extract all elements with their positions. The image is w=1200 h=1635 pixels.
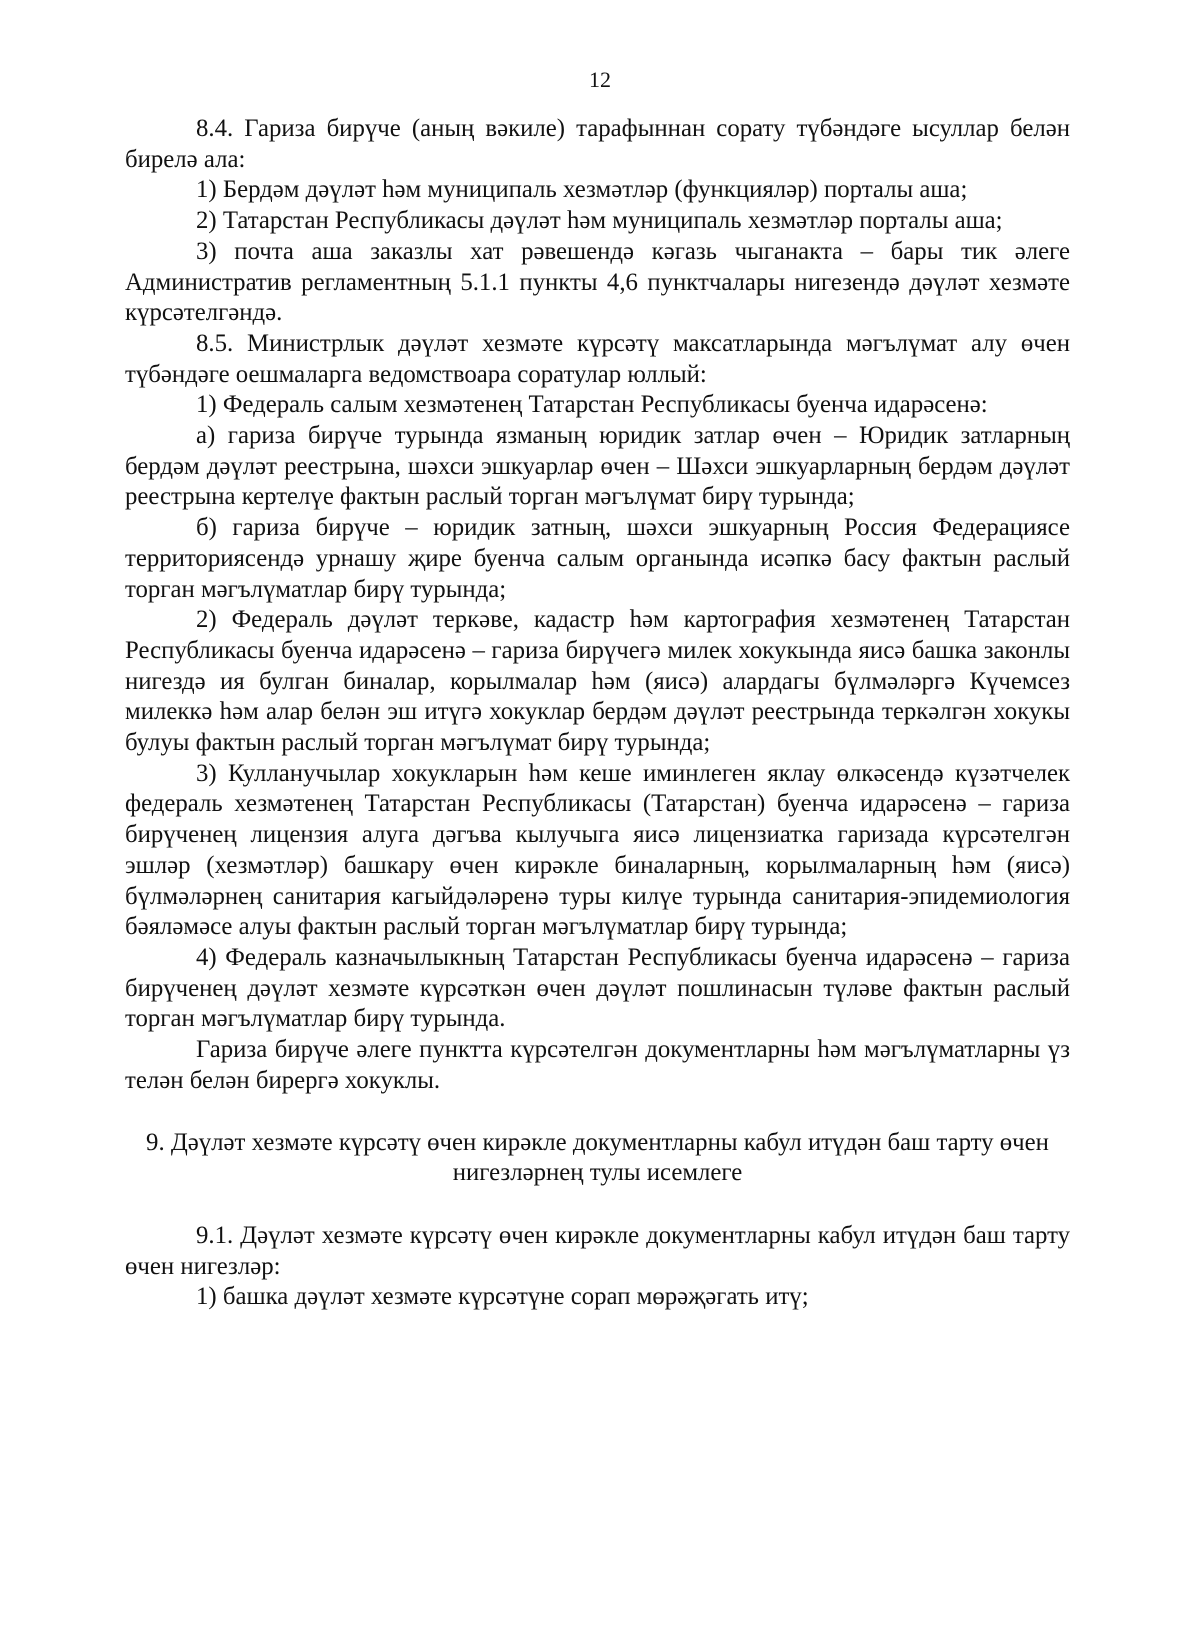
paragraph-8-5-note: Гариза бирүче әлеге пунктта күрсәтелгән документларны һәм мәгълүматларны үз телән белән бирергә хокуклы. bbox=[125, 1036, 1070, 1094]
paragraph-8-4-item-1: 1) Бердәм дәүләт һәм муниципаль хезмәтләр (функцияләр) порталы аша; bbox=[196, 176, 968, 204]
paragraph-8-4: 8.4. Гариза бирүче (аның вәкиле) тарафыннан сорату түбәндәге ысуллар белән бирелә ала: bbox=[125, 115, 1070, 173]
paragraph-8-5-item-2: 2) Федераль дәүләт теркәве, кадастр һәм картография хезмәтенең Татарстан Республикасы буенча идарәсенә – гариза бирүчегә милек хокукында яисә башка законлы нигездә ия булган биналар, корылмалар һәм (яисә) алардагы бүлмәләргә Күчемсез милеккә һәм алар белән эш итүгә хокуклар бердәм дәүләт реестрында теркәлгән хокукы булуы фактын раслый торган мәгълүмат бирү турында; bbox=[125, 606, 1070, 757]
paragraph-9-1: 9.1. Дәүләт хезмәте күрсәтү өчен кирәкле документларны кабул итүдән баш тарту өчен нигезләр: bbox=[125, 1221, 1070, 1280]
page-number: 12 bbox=[589, 67, 611, 92]
paragraph-8-5-item-1: 1) Федераль салым хезмәтенең Татарстан Республикасы буенча идарәсенә: bbox=[196, 391, 988, 419]
paragraph-8-4-item-2: 2) Татарстан Республикасы дәүләт һәм муниципаль хезмәтләр порталы аша; bbox=[196, 207, 1003, 235]
paragraph-8-5-item-3: 3) Кулланучылар хокукларын һәм кеше иминлеген яклау өлкәсендә күзәтчелек федераль хезмәтенең Татарстан Республикасы (Татарстан) буенча идарәсенә – гариза бирүченең лицензия алуга дәгъва кылучыга яисә лицензиатка гаризада күрсәтелгән эшләр (хезмәтләр) башкару өчен кирәкле биналарның, корылмаларның һәм (яисә) бүлмәләрнең санитария кагыйдәләренә туры килүе турында санитария-эпидемиология бәяләмәсе алуы фактын раслый торган мәгълүматлар бирү турында; bbox=[125, 759, 1070, 941]
document-body bbox=[125, 114, 1070, 1313]
paragraph-9-1-item-1: 1) башка дәүләт хезмәте күрсәтүне сорап мөрәҗәгать итү; bbox=[196, 1283, 809, 1311]
section-heading-9: 9. Дәүләт хезмәте күрсәтү өчен кирәкле документларны кабул итүдән баш тарту өчен нигезләрнең тулы исемлеге bbox=[146, 1128, 1049, 1187]
paragraph-8-5-item-1b: б) гариза бирүче – юридик затның, шәхси эшкуарның Россия Федерациясе территориясендә урнашу җире буенча салым органында исәпкә басу фактын раслый торган мәгълүматлар бирү турында; bbox=[125, 514, 1070, 603]
paragraph-8-5: 8.5. Министрлык дәүләт хезмәте күрсәтү максатларында мәгълүмат алу өчен түбәндәге оешмаларга ведомствоара соратулар юллый: bbox=[125, 329, 1070, 388]
paragraph-8-5-item-4: 4) Федераль казначылыкның Татарстан Республикасы буенча идарәсенә – гариза бирүченең дәүләт хезмәте күрсәткән өчен дәүләт пошлинасын түләве фактын раслый торган мәгълүматлар бирү турында. bbox=[125, 943, 1070, 1033]
paragraph-8-5-item-1a: а) гариза бирүче турында язманың юридик затлар өчен – Юридик затларның бердәм дәүләт реестрына, шәхси эшкуарлар өчен – Шәхси эшкуарларның бердәм дәүләт реестрына кертелүе фактын раслый торган мәгълүмат бирү турында; bbox=[125, 422, 1070, 511]
paragraph-8-4-item-3: 3) почта аша заказлы хат рәвешендә кәгазь чыганакта – бары тик әлеге Административ регламентның 5.1.1 пункты 4,6 пунктчалары нигезендә дәүләт хезмәте күрсәтелгәндә. bbox=[125, 237, 1070, 327]
